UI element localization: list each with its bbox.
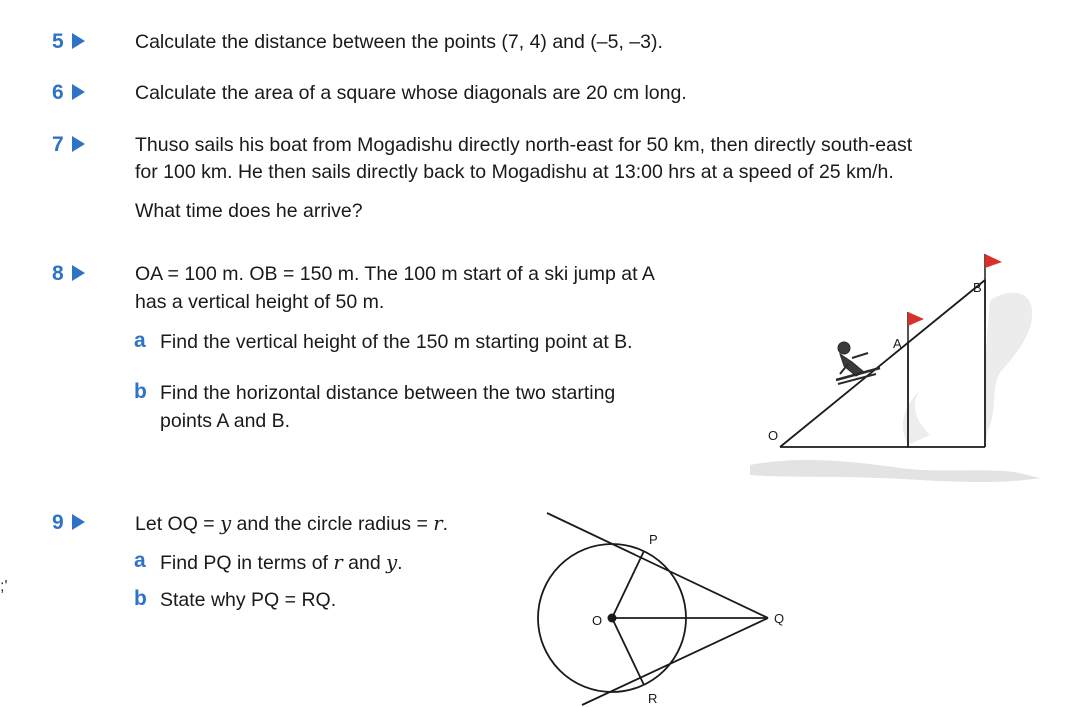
arrow-icon: [72, 514, 85, 530]
question-8-part-a-label: a: [134, 329, 146, 352]
arrow-icon: [72, 136, 85, 152]
label-q: Q: [774, 611, 785, 626]
question-7-line-3: What time does he arrive?: [135, 200, 363, 222]
label-a: A: [893, 336, 902, 351]
question-6-text: Calculate the area of a square whose diagonals are 20 cm long.: [135, 82, 687, 104]
question-9-part-b: State why PQ = RQ.: [160, 589, 337, 611]
snow-shading: [750, 460, 1040, 482]
arrow-icon: [72, 265, 85, 281]
question-8-line-1: OA = 100 m. OB = 150 m. The 100 m start of a ski jump at A: [135, 263, 655, 285]
flag-a-icon: [908, 312, 924, 326]
label-b: B: [973, 280, 982, 295]
snow-shading-left: [903, 390, 930, 445]
question-number-6: 6: [52, 81, 85, 105]
question-7-line-2: for 100 km. He then sails directly back to Mogadishu at 13:00 hrs at a speed of 25 km/h.: [135, 161, 894, 183]
ski-slope-line: [780, 280, 985, 447]
margin-mark: ;': [0, 578, 8, 595]
centre-point: [608, 614, 617, 623]
circle-tangent-diagram: [530, 505, 810, 707]
ski-jump-diagram: [740, 240, 1060, 490]
question-8-part-b-line-2: points A and B.: [160, 410, 291, 432]
label-p: P: [649, 532, 658, 547]
question-9-part-b-label: b: [134, 587, 147, 610]
question-number-5: 5: [52, 30, 85, 54]
label-o: O: [592, 613, 603, 628]
flag-b-icon: [985, 254, 1002, 268]
question-number-8: 8: [52, 262, 85, 286]
question-8-line-2: has a vertical height of 50 m.: [135, 291, 385, 313]
question-9-part-a: Find PQ in terms of r and y.: [160, 551, 403, 574]
skier-icon: [836, 342, 880, 384]
question-9-line-1: Let OQ = y and the circle radius = r.: [135, 512, 449, 535]
label-o: O: [768, 428, 779, 443]
radius-op: [612, 551, 644, 618]
radius-or: [612, 618, 644, 685]
question-8-part-a: Find the vertical height of the 150 m starting point at B.: [160, 331, 633, 353]
label-r: R: [648, 691, 658, 706]
tangent-line-bottom: [582, 618, 768, 705]
arrow-icon: [72, 84, 85, 100]
question-9-part-a-label: a: [134, 549, 146, 572]
question-8-part-b-line-1: Find the horizontal distance between the two starting: [160, 382, 616, 404]
arrow-icon: [72, 33, 85, 49]
question-number-7: 7: [52, 133, 85, 157]
question-8-part-b-label: b: [134, 380, 147, 403]
tangent-line-top: [547, 513, 768, 618]
question-number-9: 9: [52, 511, 85, 535]
question-5-text: Calculate the distance between the points (7, 4) and (–5, –3).: [135, 31, 663, 53]
question-7-line-1: Thuso sails his boat from Mogadishu directly north-east for 50 km, then directly south-east: [135, 134, 913, 156]
snow-shading-slope: [985, 293, 1032, 445]
